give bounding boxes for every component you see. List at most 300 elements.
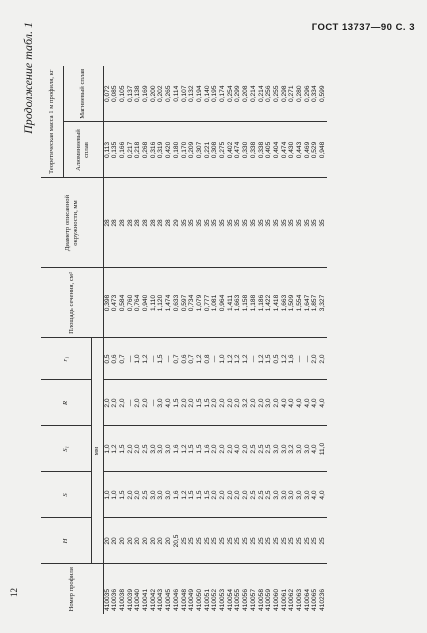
table-cell: 0,474 (234, 122, 242, 178)
table-cell: 1,5 (196, 472, 204, 518)
table-cell: 0,334 (311, 85, 319, 103)
col-diameter: Диаметр описанной окружности, мм (41, 178, 103, 268)
table-cell: 3,0 (296, 472, 304, 518)
table-cell: 20 (127, 518, 135, 564)
table-cell: 3,0 (165, 426, 173, 472)
table-cell: 2,0 (234, 380, 242, 426)
table-cell: 3,0 (288, 472, 296, 518)
table-cell: 2,0 (127, 426, 135, 472)
table-cell: 410035 (103, 564, 111, 614)
table-cell: 1,0 (219, 338, 227, 380)
table-cell: 4,0 (296, 380, 304, 426)
table-cell: 1,5 (188, 472, 196, 518)
table-cell: 1,857 (311, 268, 319, 338)
table-cell: 25 (281, 518, 289, 564)
page-number: 12 (9, 588, 19, 597)
table-row (258, 66, 266, 614)
table-cell: 1,6 (173, 472, 181, 518)
table-row (142, 66, 150, 614)
col-S: S (41, 472, 91, 518)
table-cell: 25 (273, 518, 281, 564)
table-cell: — (127, 338, 135, 380)
table-cell: 20 (150, 518, 158, 564)
table-row (157, 66, 165, 614)
table-row (119, 66, 127, 614)
col-area: Площадь сечения, см² (41, 268, 103, 338)
table-cell: 1,2 (196, 338, 204, 380)
table-cell: 2,0 (273, 380, 281, 426)
table-cell: 0,195 (211, 85, 219, 103)
table-cell: 1,0 (103, 426, 111, 472)
table-cell: 25 (188, 518, 196, 564)
table-cell: 2,0 (258, 380, 266, 426)
table-cell: 410058 (258, 564, 266, 614)
table-cell: 410050 (196, 564, 204, 614)
table-cell: 0,5 (103, 338, 111, 380)
table-row (227, 66, 235, 614)
table-cell: 0,398 (103, 268, 111, 338)
table-cell: 2,0 (227, 472, 235, 518)
table-cell: 3,0 (150, 426, 158, 472)
table-cell: — (165, 338, 173, 380)
table-cell: 2,0 (181, 380, 189, 426)
table-cell: 28 (142, 178, 150, 268)
table-cell: 4,0 (311, 426, 319, 472)
table-cell: 4,0 (281, 380, 289, 426)
table-cell: 0,597 (181, 268, 189, 338)
table-cell: 410040 (134, 564, 142, 614)
table-cell: 1,411 (227, 268, 235, 338)
table-cell: 0,072 (103, 85, 111, 103)
table-cell: 2,0 (127, 472, 135, 518)
table-cell: 410048 (181, 564, 189, 614)
table-cell: 0,420 (165, 122, 173, 178)
table-cell: 2,5 (142, 426, 150, 472)
table-cell: 0,218 (134, 122, 142, 178)
table-cell: 25 (296, 518, 304, 564)
table-cell: 28 (127, 178, 135, 268)
table-cell: 1,5 (173, 380, 181, 426)
table-row (288, 66, 296, 614)
table-cell: 0,474 (281, 122, 289, 178)
table-cell: 3,0 (273, 472, 281, 518)
table-cell: 0,599 (319, 85, 327, 103)
table-row (150, 66, 158, 614)
table-cell: 1,5 (119, 426, 127, 472)
table-cell: 0,275 (219, 122, 227, 178)
table-cell: 20 (165, 518, 173, 564)
table-cell: 1,5 (204, 380, 212, 426)
table-cell: — (296, 338, 304, 380)
table-cell: 35 (219, 178, 227, 268)
table-cell: 410036 (111, 564, 119, 614)
table-cell: 1,474 (165, 268, 173, 338)
table-row (204, 66, 212, 614)
table-cell: 1,509 (288, 268, 296, 338)
table-cell: 0,469 (304, 122, 312, 178)
table-cell: 1,5 (204, 472, 212, 518)
table-cell: 25 (311, 518, 319, 564)
table-cell: 410054 (227, 564, 235, 614)
table-cell: 3,2 (242, 380, 250, 426)
table-cell: 2,5 (142, 472, 150, 518)
table-cell: 410045 (165, 564, 173, 614)
table-cell: 0,5 (273, 338, 281, 380)
table-cell: 410065 (311, 564, 319, 614)
table-cell: 1,2 (242, 338, 250, 380)
table-cell: 0,404 (273, 122, 281, 178)
table-cell: 2,0 (219, 472, 227, 518)
table-cell: 35 (319, 178, 327, 268)
table-cell: 35 (265, 178, 273, 268)
table-cell: 2,0 (211, 472, 219, 518)
table-cell: 0,280 (296, 85, 304, 103)
table-cell: 410039 (127, 564, 135, 614)
table-row (165, 66, 173, 614)
table-cell: 410236 (319, 564, 327, 614)
table-cell: 0,180 (173, 122, 181, 178)
table-cell: 0,214 (249, 85, 257, 103)
table-cell: 410038 (119, 564, 127, 614)
table-cell: 35 (258, 178, 266, 268)
table-cell: 1,6 (173, 426, 181, 472)
table-cell: 410049 (188, 564, 196, 614)
table-cell: 11,0 (319, 426, 327, 472)
table-cell: 35 (188, 178, 196, 268)
table-cell: 0,8 (204, 338, 212, 380)
col-mass-mg: Магниевый сплав (63, 66, 103, 122)
table-cell: 2,0 (211, 380, 219, 426)
table-cell: 25 (219, 518, 227, 564)
table-cell: 0,085 (111, 85, 119, 103)
table-cell: 0,137 (126, 85, 134, 103)
table-cell: 2,0 (103, 380, 111, 426)
table-cell: 3,0 (157, 472, 165, 518)
table-cell: 28 (134, 178, 142, 268)
profile-table (41, 66, 327, 614)
table-cell: 28 (150, 178, 158, 268)
table-cell: 410057 (250, 564, 258, 614)
table-cell: 0,132 (188, 85, 196, 103)
table-cell: 2,5 (250, 472, 258, 518)
table-row (181, 66, 189, 614)
table-cell: 25 (258, 518, 266, 564)
table-cell: 0,299 (234, 85, 242, 103)
table-cell: 410042 (150, 564, 158, 614)
table-cell: 1,158 (242, 268, 250, 338)
table-cell: 2,5 (258, 472, 266, 518)
table-cell: 410060 (273, 564, 281, 614)
col-R: R (41, 380, 91, 426)
table-cell: 20 (157, 518, 165, 564)
table-cell: 1,2 (142, 338, 150, 380)
table-cell: 35 (304, 178, 312, 268)
table-cell: 0,633 (173, 268, 181, 338)
table-cell: 35 (181, 178, 189, 268)
table-cell: 0,217 (127, 122, 135, 178)
table-cell: 25 (234, 518, 242, 564)
table-row (296, 66, 304, 614)
table-cell: 0,135 (111, 122, 119, 178)
table-cell: 20 (119, 518, 127, 564)
table-cell: 28 (157, 178, 165, 268)
table-cell: 3,0 (265, 380, 273, 426)
table-cell: 2,0 (119, 380, 127, 426)
table-cell: 410043 (157, 564, 165, 614)
table-cell: 2,0 (234, 472, 242, 518)
col-r1: r₁ (41, 338, 91, 380)
table-cell: 1,110 (150, 268, 158, 338)
table-cell: 2,0 (142, 380, 150, 426)
table-cell: 20 (142, 518, 150, 564)
table-cell: 0,529 (311, 122, 319, 178)
table-cell: 0,105 (118, 85, 126, 103)
table-cell: 1,0 (134, 338, 142, 380)
table-cell: 35 (281, 178, 289, 268)
table-cell: 1,2 (111, 426, 119, 472)
table-cell: 1,5 (196, 380, 204, 426)
table-cell: 0,298 (280, 85, 288, 103)
table-cell: 0,255 (272, 85, 280, 103)
table-cell: 0,7 (173, 338, 181, 380)
table-cell: 28 (119, 178, 127, 268)
col-H: H (41, 518, 91, 564)
table-cell: 4,0 (319, 380, 327, 426)
table-cell: 1,663 (234, 268, 242, 338)
table-cell: 1,5 (119, 472, 127, 518)
table-cell: 0,256 (265, 85, 273, 103)
table-cell: 2,0 (134, 380, 142, 426)
table-cell: 0,6 (111, 338, 119, 380)
table-cell: 1,647 (304, 268, 312, 338)
continuation-label: Продолжение табл. 1 (21, 22, 35, 134)
table-cell: 0,405 (265, 122, 273, 178)
table-cell: — (250, 338, 258, 380)
table-cell: 410053 (219, 564, 227, 614)
table-cell: 2,0 (311, 338, 319, 380)
table-cell: 2,5 (258, 426, 266, 472)
table-row (173, 66, 181, 614)
table-cell: 35 (234, 178, 242, 268)
table-cell: 1,2 (234, 338, 242, 380)
table-cell: 1,186 (258, 268, 266, 338)
table-cell: 1,5 (157, 338, 165, 380)
table-cell: — (304, 338, 312, 380)
table-cell: 0,265 (165, 85, 173, 103)
table-cell: 410052 (211, 564, 219, 614)
table-cell: 25 (304, 518, 312, 564)
table-row (250, 66, 258, 614)
table-cell: 0,402 (227, 122, 235, 178)
col-S1: S₁ (41, 426, 91, 472)
table-cell: 29 (173, 178, 181, 268)
table-cell: 0,268 (142, 122, 150, 178)
table-cell: 3,0 (296, 426, 304, 472)
table-cell: 2,0 (242, 426, 250, 472)
table-cell: 2,0 (319, 338, 327, 380)
table-cell: 3,0 (273, 426, 281, 472)
table-cell: 2,5 (265, 426, 273, 472)
table-cell: 0,940 (142, 268, 150, 338)
table-cell: 0,777 (204, 268, 212, 338)
table-cell: 4,0 (165, 380, 173, 426)
table-cell: 25 (250, 518, 258, 564)
table-cell: 0,443 (296, 122, 304, 178)
table-cell: 0,200 (149, 85, 157, 103)
table-cell: 0,202 (157, 85, 165, 103)
table-cell: 0,319 (157, 122, 165, 178)
table-cell: 20 (111, 518, 119, 564)
table-cell: 1,5 (196, 426, 204, 472)
table-cell: 410046 (173, 564, 181, 614)
table-row (211, 66, 219, 614)
table-cell: 0,330 (242, 122, 250, 178)
table-cell: 0,760 (127, 268, 135, 338)
table-cell: 2,0 (242, 472, 250, 518)
table-cell: 1,188 (250, 268, 258, 338)
table-cell: 20 (134, 518, 142, 564)
table-cell: 2,0 (219, 380, 227, 426)
table-cell: 25 (204, 518, 212, 564)
table-cell: 25 (242, 518, 250, 564)
table-row (265, 66, 273, 614)
table-cell: 3,0 (157, 426, 165, 472)
table-cell: 28 (103, 178, 111, 268)
table-cell: 0,7 (188, 338, 196, 380)
table-cell: 35 (211, 178, 219, 268)
table-cell: — (150, 338, 158, 380)
table-cell: 35 (296, 178, 304, 268)
table-cell: 0,140 (203, 85, 211, 103)
continuation-caption (21, 18, 39, 614)
table-cell: 25 (319, 518, 327, 564)
table-cell: 3,0 (281, 472, 289, 518)
table-cell: 3,0 (150, 472, 158, 518)
table-row (188, 66, 196, 614)
col-number: Номер профиля (41, 564, 103, 614)
table-cell: 25 (227, 518, 235, 564)
table-cell: 1,6 (204, 426, 212, 472)
table-cell: 3,0 (281, 426, 289, 472)
table-cell: 410055 (234, 564, 242, 614)
table-cell: 1,5 (188, 426, 196, 472)
table-cell: 0,338 (250, 122, 258, 178)
table-cell: 0,307 (196, 122, 204, 178)
table-cell: 3,0 (304, 472, 312, 518)
table-cell: 0,107 (180, 85, 188, 103)
col-unit-mm: мм (91, 338, 103, 564)
table-cell: 2,0 (250, 380, 258, 426)
table-cell: 4,0 (311, 472, 319, 518)
col-mass-al: Алюминиевый сплав (63, 122, 103, 178)
table-cell: 410056 (242, 564, 250, 614)
table-cell: 4,0 (311, 380, 319, 426)
table-row (319, 66, 327, 614)
table-cell: 1,554 (296, 268, 304, 338)
table-cell: 1,2 (227, 338, 235, 380)
table-cell: 0,271 (288, 85, 296, 103)
table-cell: 2,5 (265, 472, 273, 518)
table-cell: 0,964 (219, 268, 227, 338)
table-cell: 2,0 (227, 426, 235, 472)
table-cell: 2,0 (188, 380, 196, 426)
table-cell: 1,2 (258, 338, 266, 380)
table-cell: 0,138 (134, 85, 142, 103)
table-cell: 410041 (142, 564, 150, 614)
table-cell: 20 (103, 518, 111, 564)
table-cell: 20,5 (173, 518, 181, 564)
table-cell: 35 (273, 178, 281, 268)
table-cell: 0,6 (181, 338, 189, 380)
table-cell: 0,194 (195, 85, 203, 103)
table-cell: 410051 (204, 564, 212, 614)
table-cell: 0,208 (242, 85, 250, 103)
table-cell: 1,0 (103, 472, 111, 518)
table-row (311, 66, 319, 614)
table-cell: 35 (288, 178, 296, 268)
table-cell: 2,0 (134, 472, 142, 518)
table-cell: 25 (181, 518, 189, 564)
table-cell: 35 (227, 178, 235, 268)
table-cell: 410062 (288, 564, 296, 614)
table-cell: 2,0 (211, 426, 219, 472)
table-cell: 1,663 (281, 268, 289, 338)
table-cell: 1,2 (181, 472, 189, 518)
table-cell: 410063 (296, 564, 304, 614)
table-cell: 2,0 (111, 380, 119, 426)
table-cell: 0,316 (150, 122, 158, 178)
table-cell: 0,948 (319, 122, 327, 178)
col-mass-group: Теоретическая масса 1 м профиля, кг (41, 66, 63, 178)
table-cell: 0,170 (181, 122, 189, 178)
table-row (219, 66, 227, 614)
table-cell: 25 (265, 518, 273, 564)
table-cell: — (127, 380, 135, 426)
table-cell: 0,296 (303, 85, 311, 103)
table-cell: 4,0 (304, 380, 312, 426)
table-cell: 1,422 (265, 268, 273, 338)
table-cell: 0,221 (204, 122, 212, 178)
table-cell: 2,0 (219, 426, 227, 472)
table-cell: 25 (211, 518, 219, 564)
table-cell: 0,174 (219, 85, 227, 103)
table-cell: 0,7 (119, 338, 127, 380)
table-cell: 3,0 (165, 472, 173, 518)
table-cell: 28 (111, 178, 119, 268)
table-cell: 3,0 (304, 426, 312, 472)
table-cell: 35 (196, 178, 204, 268)
table-cell: 0,214 (257, 85, 265, 103)
table-cell: — (211, 338, 219, 380)
table-row (103, 66, 111, 614)
table-cell: 35 (311, 178, 319, 268)
table-cell: 410061 (281, 564, 289, 614)
table-cell: 0,473 (111, 268, 119, 338)
table-cell: 3,2 (288, 426, 296, 472)
table-cell: 1,120 (157, 268, 165, 338)
table-cell: 35 (250, 178, 258, 268)
table-cell: 0,338 (258, 122, 266, 178)
table-cell: 0,764 (134, 268, 142, 338)
table-row (196, 66, 204, 614)
table-row (134, 66, 142, 614)
table-cell: 1,2 (181, 426, 189, 472)
table-cell: 28 (165, 178, 173, 268)
table-cell: 1,081 (211, 268, 219, 338)
table-cell: 1,0 (111, 472, 119, 518)
table-cell: 25 (196, 518, 204, 564)
table-row (242, 66, 250, 614)
